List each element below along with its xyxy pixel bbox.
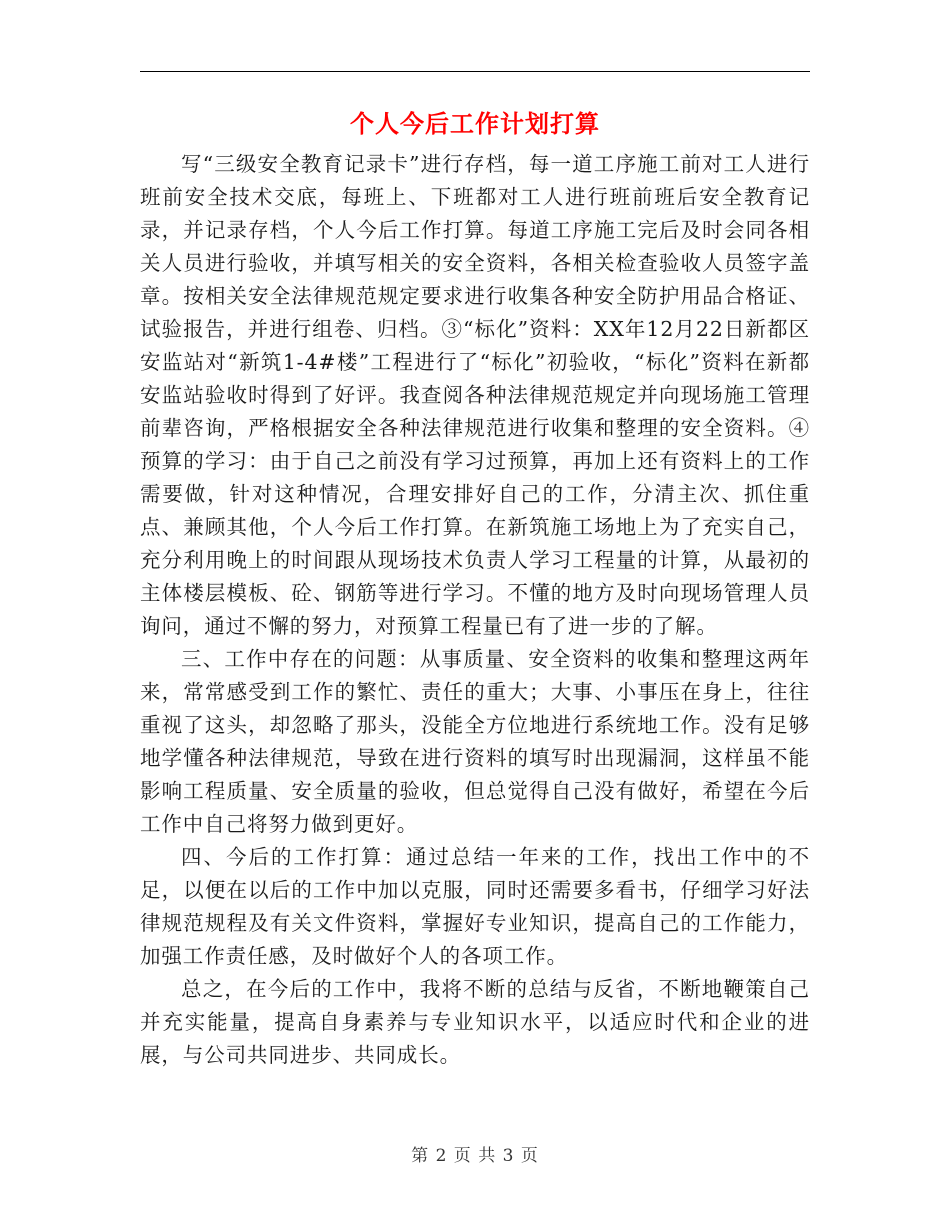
body-paragraph-4: 总之，在今后的工作中，我将不断的总结与反省，不断地鞭策自己并充实能量，提高自身素养与专业知识水平，以适应时代和企业的进展，与公司共同进步、共同成长。 <box>140 977 810 1067</box>
document-title: 个人今后工作计划打算 <box>350 109 600 138</box>
document-body <box>140 148 810 1072</box>
page-number: 第 2 页 共 3 页 <box>411 1146 539 1166</box>
body-paragraph-3: 四、今后的工作打算：通过总结一年来的工作，找出工作中的不足，以便在以后的工作中加以克服，同时还需要多看书，仔细学习好法律规范规程及有关文件资料，掌握好专业知识，提高自己的工作能力，加强工作责任感，及时做好个人的各项工作。 <box>140 845 810 968</box>
header-rule <box>140 71 810 72</box>
body-paragraph-2: 三、工作中存在的问题：从事质量、安全资料的收集和整理这两年来，常常感受到工作的繁忙、责任的重大；大事、小事压在身上，往往重视了这头，却忽略了那头，没能全方位地进行系统地工作。没有足够地学懂各种法律规范，导致在进行资料的填写时出现漏洞，这样虽不能影响工程质量、安全质量的验收，但总觉得自己没有做好，希望在今后工作中自己将努力做到更好。 <box>140 647 810 836</box>
body-paragraph-1: 写“三级安全教育记录卡”进行存档，每一道工序施工前对工人进行班前安全技术交底，每班上、下班都对工人进行班前班后安全教育记录，并记录存档，个人今后工作打算。每道工序施工完后及时会同各相关人员进行验收，并填写相关的安全资料，各相关检查验收人员签字盖章。按相关安全法律规范规定要求进行收集各种安全防护用品合格证、试验报告，并进行组卷、归档。③“标化”资料：XX年12月22日新都区安监站对“新筑1-4#楼”工程进行了“标化”初验收，“标化”资料在新都安监站验收时得到了好评。我查阅各种法律规范规定并向现场施工管理前辈咨询，严格根据安全各种法律规范进行收集和整理的安全资料。④预算的学习：由于自己之前没有学习过预算，再加上还有资料上的工作需要做，针对这种情况，合理安排好自己的工作，分清主次、抓住重点、兼顾其他，个人今后工作打算。在新筑施工场地上为了充实自己，充分利用晚上的时间跟从现场技术负责人学习工程量的计算，从最初的主体楼层模板、砼、钢筋等进行学习。不懂的地方及时向现场管理人员询问，通过不懈的努力，对预算工程量已有了进一步的了解。 <box>140 152 810 638</box>
